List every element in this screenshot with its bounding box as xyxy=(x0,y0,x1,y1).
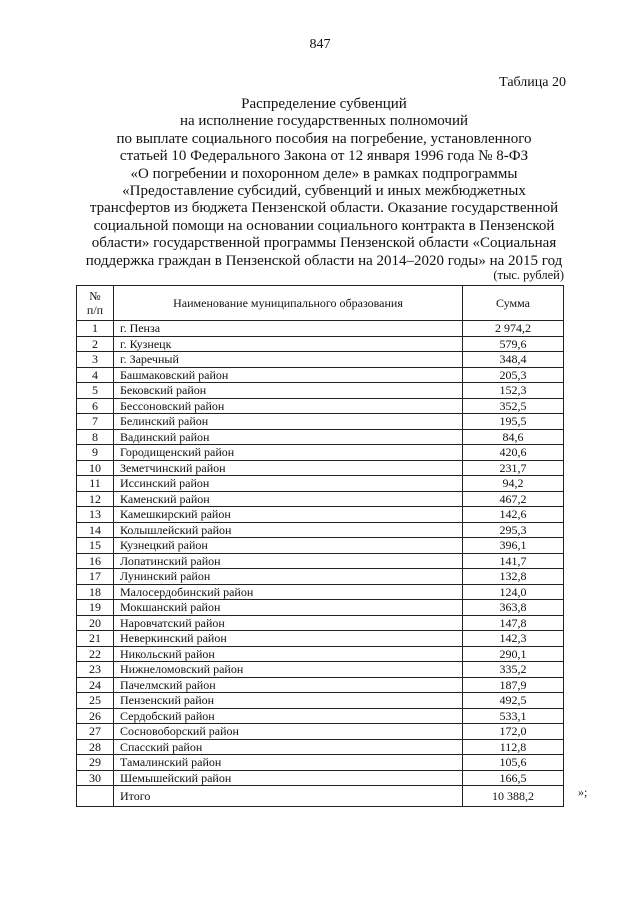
page-number: 847 xyxy=(309,37,331,52)
row-num: 15 xyxy=(77,538,114,554)
row-name: Земетчинский район xyxy=(114,460,463,476)
table-row xyxy=(77,770,564,786)
title-line: на исполнение государственных полномочий xyxy=(179,113,469,130)
row-name: Сердобский район xyxy=(114,708,463,724)
row-sum: 142,6 xyxy=(463,507,564,523)
row-num: 28 xyxy=(77,739,114,755)
row-num: 29 xyxy=(77,755,114,771)
row-sum: 172,0 xyxy=(463,724,564,740)
table-row xyxy=(77,491,564,507)
row-name: Пензенский район xyxy=(114,693,463,709)
header-name: Наименование муниципального образования xyxy=(114,286,463,321)
row-sum: 141,7 xyxy=(463,553,564,569)
total-num xyxy=(77,786,114,807)
table-row xyxy=(77,724,564,740)
row-sum: 467,2 xyxy=(463,491,564,507)
row-sum: 112,8 xyxy=(463,739,564,755)
row-sum: 396,1 xyxy=(463,538,564,554)
row-num: 10 xyxy=(77,460,114,476)
row-name: Лунинский район xyxy=(114,569,463,585)
row-sum: 492,5 xyxy=(463,693,564,709)
row-name: г. Пенза xyxy=(114,321,463,337)
row-num: 25 xyxy=(77,693,114,709)
table-row xyxy=(77,429,564,445)
table-row xyxy=(77,600,564,616)
table-row xyxy=(77,739,564,755)
table-row xyxy=(77,476,564,492)
row-name: Башмаковский район xyxy=(114,367,463,383)
title-line: «Предоставление субсидий, субвенций и иных межбюджетных xyxy=(122,183,526,200)
title-line: «О погребении и похоронном деле» в рамках подпрограммы xyxy=(130,165,518,182)
row-num: 24 xyxy=(77,677,114,693)
row-name: Иссинский район xyxy=(114,476,463,492)
row-sum: 348,4 xyxy=(463,352,564,368)
row-num: 20 xyxy=(77,615,114,631)
table-row xyxy=(77,336,564,352)
table-row xyxy=(77,755,564,771)
total-value: 10 388,2 xyxy=(463,786,564,807)
closing-mark: »; xyxy=(578,785,588,799)
row-num: 7 xyxy=(77,414,114,430)
row-name: Камешкирский район xyxy=(114,507,463,523)
row-sum: 295,3 xyxy=(463,522,564,538)
table-row xyxy=(77,677,564,693)
row-num: 8 xyxy=(77,429,114,445)
row-num: 23 xyxy=(77,662,114,678)
row-name: Тамалинский район xyxy=(114,755,463,771)
row-num: 11 xyxy=(77,476,114,492)
row-num: 5 xyxy=(77,383,114,399)
title-line: трансфертов из бюджета Пензенской области. Оказание государственной xyxy=(89,200,559,217)
row-name: Бековский район xyxy=(114,383,463,399)
row-sum: 579,6 xyxy=(463,336,564,352)
table-row xyxy=(77,662,564,678)
row-name: Сосновоборский район xyxy=(114,724,463,740)
row-num: 13 xyxy=(77,507,114,523)
row-name: Никольский район xyxy=(114,646,463,662)
row-sum: 187,9 xyxy=(463,677,564,693)
header-sum: Сумма xyxy=(463,286,564,321)
row-name: Вадинский район xyxy=(114,429,463,445)
row-sum: 290,1 xyxy=(463,646,564,662)
row-sum: 352,5 xyxy=(463,398,564,414)
table-row xyxy=(77,522,564,538)
row-num: 12 xyxy=(77,491,114,507)
row-name: Малосердобинский район xyxy=(114,584,463,600)
total-label: Итого xyxy=(114,786,463,807)
row-name: Лопатинский район xyxy=(114,553,463,569)
header-num: № п/п xyxy=(77,286,114,321)
table-row xyxy=(77,553,564,569)
row-num: 14 xyxy=(77,522,114,538)
row-num: 26 xyxy=(77,708,114,724)
row-name: Спасский район xyxy=(114,739,463,755)
table-row xyxy=(77,321,564,337)
row-name: Пачелмский район xyxy=(114,677,463,693)
row-num: 3 xyxy=(77,352,114,368)
row-name: Мокшанский район xyxy=(114,600,463,616)
table-row xyxy=(77,398,564,414)
row-name: Наровчатский район xyxy=(114,615,463,631)
table-row xyxy=(77,352,564,368)
row-num: 16 xyxy=(77,553,114,569)
title-line: статьей 10 Федерального Закона от 12 января 1996 года № 8-ФЗ xyxy=(119,148,529,165)
row-num: 21 xyxy=(77,631,114,647)
row-sum: 124,0 xyxy=(463,584,564,600)
title-line: социальной помощи на основании социального контракта в Пензенской xyxy=(93,217,555,234)
table-row xyxy=(77,569,564,585)
row-sum: 533,1 xyxy=(463,708,564,724)
row-name: Белинский район xyxy=(114,414,463,430)
row-name: Городищенский район xyxy=(114,445,463,461)
row-sum: 2 974,2 xyxy=(463,321,564,337)
row-num: 30 xyxy=(77,770,114,786)
row-num: 18 xyxy=(77,584,114,600)
row-name: Каменский район xyxy=(114,491,463,507)
table-row xyxy=(77,367,564,383)
title-line: Распределение субвенций xyxy=(241,96,407,112)
units-label: (тыс. рублей) xyxy=(493,268,564,282)
title-line: поддержка граждан в Пензенской области на 2014–2020 годы» на 2015 год xyxy=(85,252,563,269)
row-sum: 166,5 xyxy=(463,770,564,786)
row-sum: 105,6 xyxy=(463,755,564,771)
row-name: г. Кузнецк xyxy=(114,336,463,352)
total-row xyxy=(77,786,564,807)
subsidy-table xyxy=(76,285,564,807)
table-row xyxy=(77,460,564,476)
row-sum: 231,7 xyxy=(463,460,564,476)
table-label: Таблица 20 xyxy=(499,75,566,90)
title-line: области» государственной программы Пензенской области «Социальная xyxy=(91,235,557,252)
table-row xyxy=(77,631,564,647)
row-sum: 195,5 xyxy=(463,414,564,430)
table-row xyxy=(77,507,564,523)
row-sum: 147,8 xyxy=(463,615,564,631)
row-sum: 152,3 xyxy=(463,383,564,399)
row-name: Неверкинский район xyxy=(114,631,463,647)
row-sum: 142,3 xyxy=(463,631,564,647)
row-sum: 205,3 xyxy=(463,367,564,383)
table-row xyxy=(77,693,564,709)
row-name: г. Заречный xyxy=(114,352,463,368)
row-sum: 132,8 xyxy=(463,569,564,585)
table-row xyxy=(77,383,564,399)
table-row xyxy=(77,708,564,724)
table-row xyxy=(77,414,564,430)
row-num: 22 xyxy=(77,646,114,662)
row-sum: 335,2 xyxy=(463,662,564,678)
row-num: 4 xyxy=(77,367,114,383)
row-num: 2 xyxy=(77,336,114,352)
table-row xyxy=(77,584,564,600)
header-row xyxy=(77,286,564,321)
row-sum: 363,8 xyxy=(463,600,564,616)
row-name: Нижнеломовский район xyxy=(114,662,463,678)
table-row xyxy=(77,646,564,662)
row-sum: 420,6 xyxy=(463,445,564,461)
row-num: 6 xyxy=(77,398,114,414)
row-num: 17 xyxy=(77,569,114,585)
row-name: Кузнецкий район xyxy=(114,538,463,554)
row-name: Бессоновский район xyxy=(114,398,463,414)
row-num: 19 xyxy=(77,600,114,616)
row-num: 9 xyxy=(77,445,114,461)
table-title xyxy=(40,96,608,270)
row-num: 27 xyxy=(77,724,114,740)
table-row xyxy=(77,615,564,631)
row-sum: 94,2 xyxy=(463,476,564,492)
row-name: Шемышейский район xyxy=(114,770,463,786)
row-sum: 84,6 xyxy=(463,429,564,445)
table-row xyxy=(77,445,564,461)
title-line: по выплате социального пособия на погребение, установленного xyxy=(116,130,532,147)
row-name: Колышлейский район xyxy=(114,522,463,538)
row-num: 1 xyxy=(77,321,114,337)
table-row xyxy=(77,538,564,554)
